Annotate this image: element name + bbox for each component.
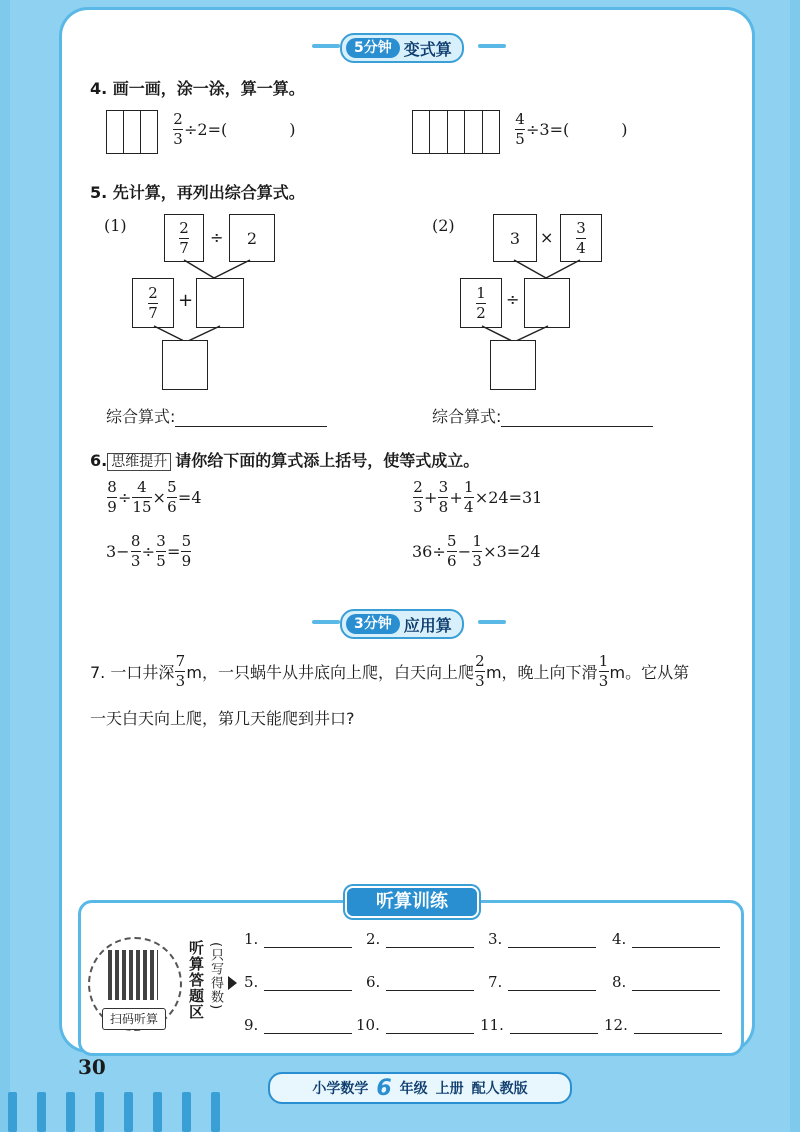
q6-expression-4: 36÷ $\frac{5}{6}$ − $\frac{1}{3}$ ×3=24: [412, 532, 541, 570]
q5-p2-combined: 综合算式:: [432, 404, 653, 427]
listen-answer-6: 6.: [366, 973, 474, 991]
listen-answer-3: 3.: [488, 930, 596, 948]
qr-code-icon[interactable]: [108, 950, 158, 1000]
listen-answer-12: 12.: [604, 1016, 722, 1034]
q4-left-expression: $\frac{2}{3}$ ÷2=( ): [173, 110, 296, 148]
answer-area-label: 听算答题区: [187, 940, 205, 1020]
listen-answer-9: 9.: [244, 1016, 352, 1034]
q5-p1-answer-box-1[interactable]: [196, 278, 244, 328]
q4-right-expression: $\frac{4}{5}$ ÷3=( ): [515, 110, 628, 148]
page-number: 30: [78, 1055, 106, 1079]
section-1-minutes: 5分钟: [346, 38, 400, 58]
q5-p1-box-a: $\frac{2}{7}$: [164, 214, 204, 262]
listen-answer-5: 5.: [244, 973, 352, 991]
q5-p1-op2: +: [178, 290, 194, 311]
footer-edition: 配人教版: [471, 1081, 528, 1097]
listen-answer-6-blank[interactable]: [386, 990, 474, 991]
q6-expression-1: $\frac{8}{9}$ ÷ $\frac{4}{15}$ × $\frac{5}{6}$ =4: [107, 478, 202, 516]
question-7-line-2: 一天白天向上爬，第几天能爬到井口?: [90, 709, 355, 728]
q5-p2-box-a: 3: [493, 214, 537, 262]
listen-answer-2-blank[interactable]: [386, 947, 474, 948]
q5-p1-combined-line[interactable]: [175, 426, 327, 427]
q5-p2-op1: ×: [540, 228, 554, 247]
q5-p2-op2: ÷: [506, 290, 520, 309]
listen-answer-11-blank[interactable]: [510, 1033, 598, 1034]
section-2-title: 应用算: [403, 615, 452, 635]
footer-subject: 小学数学: [312, 1081, 369, 1097]
q6-expression-3: 3− $\frac{8}{3}$ ÷ $\frac{3}{5}$ = $\frac{5}{9}$: [106, 532, 192, 570]
question-6-title: 6. 思维提升 请你给下面的算式添上括号，使等式成立。: [90, 451, 480, 470]
footer-grade-suffix: 年级: [399, 1081, 428, 1097]
listen-answer-11: 11.: [480, 1016, 598, 1034]
listening-title: 听算训练: [345, 886, 479, 918]
question-7-line-1: 7. 一口井深 $\frac{7}{3}$ m，一只蜗牛从井底向上爬，白天向上爬 $\frac{2}{3}$ m，晚上向下滑 $\frac{1}{3}$ m。它从第: [90, 652, 690, 690]
question-5-title: 5. 先计算，再列出综合算式。: [90, 183, 305, 202]
listen-answer-10: 10.: [356, 1016, 474, 1034]
listen-answer-2: 2.: [366, 930, 474, 948]
badge-left-dash: [312, 44, 340, 48]
section-2-minutes: 3分钟: [346, 614, 400, 634]
q5-part1-label: (1): [104, 216, 127, 235]
listen-answer-8: 8.: [612, 973, 720, 991]
q5-p2-box-b: $\frac{3}{4}$: [560, 214, 602, 262]
badge2-right-dash: [478, 620, 506, 624]
q5-p1-op1: ÷: [210, 228, 224, 247]
decorative-stripes: [8, 1092, 258, 1132]
q5-p2-answer-box-1[interactable]: [524, 278, 570, 328]
q5-p1-box-b: 2: [229, 214, 275, 262]
listen-answer-1: 1.: [244, 930, 352, 948]
q5-part2-label: (2): [432, 216, 455, 235]
qr-label: 扫码听算: [102, 1008, 166, 1030]
listen-answer-12-blank[interactable]: [634, 1033, 722, 1034]
badge2-left-dash: [312, 620, 340, 624]
footer-grade: 6: [376, 1075, 392, 1101]
q5-p1-box-c: $\frac{2}{7}$: [132, 278, 174, 328]
listen-answer-3-blank[interactable]: [508, 947, 596, 948]
listen-answer-4: 4.: [612, 930, 720, 948]
arrow-right-icon: [228, 976, 237, 990]
q5-p2-box-c: $\frac{1}{2}$: [460, 278, 502, 328]
q4-right-grid[interactable]: [412, 110, 500, 154]
listen-answer-4-blank[interactable]: [632, 947, 720, 948]
listen-answer-7-blank[interactable]: [508, 990, 596, 991]
listen-answer-1-blank[interactable]: [264, 947, 352, 948]
listen-answer-9-blank[interactable]: [264, 1033, 352, 1034]
listen-answer-8-blank[interactable]: [632, 990, 720, 991]
footer-term: 上册: [435, 1081, 464, 1097]
listen-answer-5-blank[interactable]: [264, 990, 352, 991]
q6-expression-2: $\frac{2}{3}$ + $\frac{3}{8}$ + $\frac{1}{4}$ ×24=31: [413, 478, 543, 516]
q5-p1-combined: 综合算式:: [106, 404, 327, 427]
section-1-title: 变式算: [403, 39, 452, 59]
q5-p2-answer-box-2[interactable]: [490, 340, 536, 390]
question-4-title: 4. 画一画，涂一涂，算一算。: [90, 79, 305, 98]
q5-p1-answer-box-2[interactable]: [162, 340, 208, 390]
answer-area-note: (只写得数): [208, 942, 223, 1011]
book-footer: [268, 1072, 572, 1104]
listen-answer-10-blank[interactable]: [386, 1033, 474, 1034]
listen-answer-7: 7.: [488, 973, 596, 991]
section-badge-2: [340, 609, 464, 639]
q4-left-grid[interactable]: [106, 110, 158, 154]
section-badge-1: [340, 33, 464, 63]
badge-right-dash: [478, 44, 506, 48]
q6-tag: 思维提升: [107, 453, 171, 471]
q5-p2-combined-line[interactable]: [501, 426, 653, 427]
